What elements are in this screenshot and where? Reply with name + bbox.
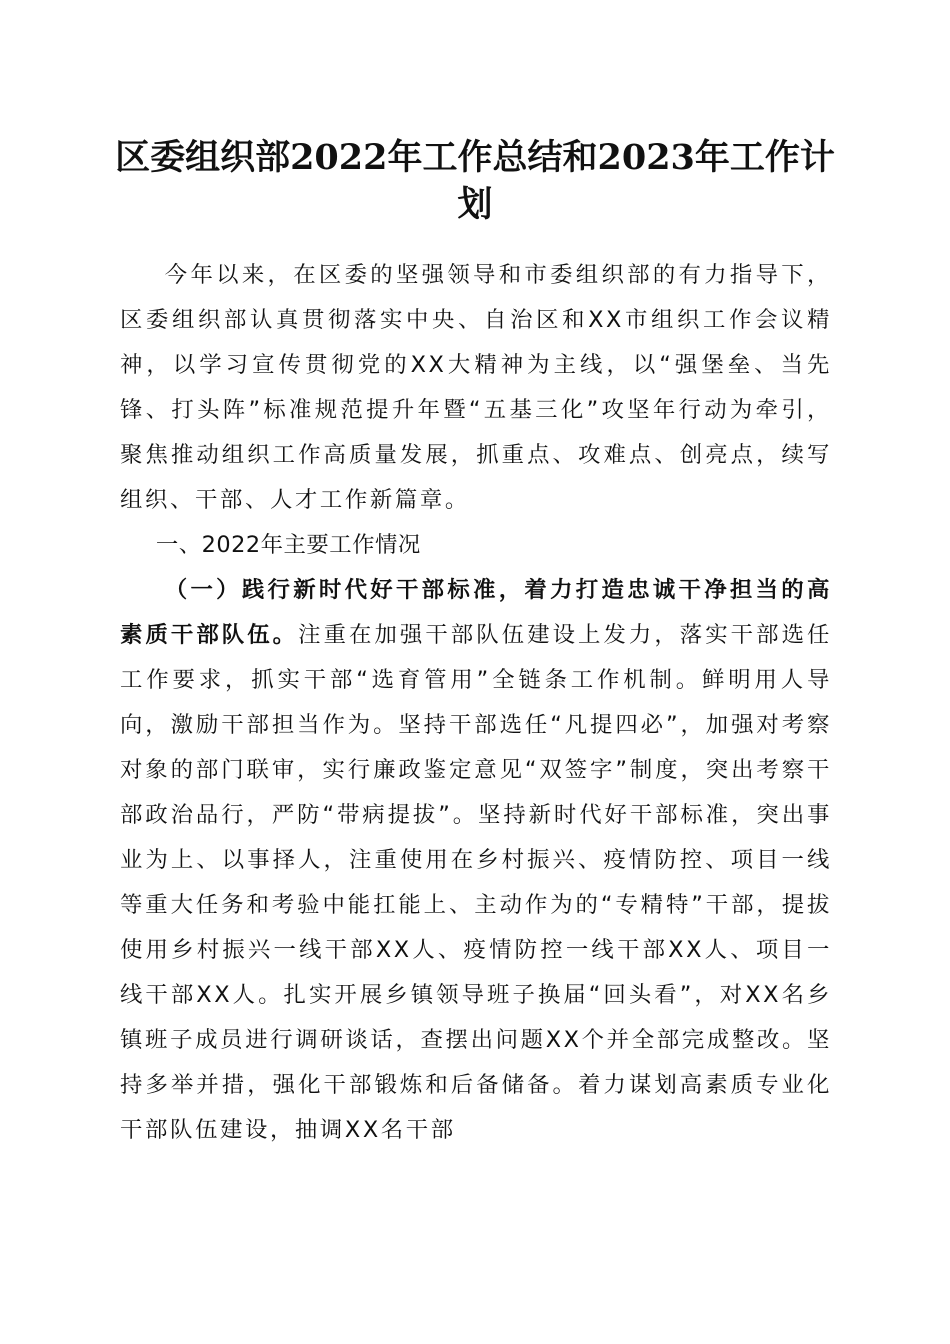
section-paragraph [120, 568, 832, 1153]
document-body [120, 253, 832, 1153]
section-heading: 一、2022年主要工作情况 [155, 532, 421, 558]
document-title: 区委组织部2022年工作总结和2023年工作计划 [115, 137, 835, 225]
paragraph-lead: （一）践行新时代好干部标准，着力打造忠诚干净担当的高素质干部队伍。 [120, 577, 832, 648]
intro-paragraph: 今年以来，在区委的坚强领导和市委组织部的有力指导下，区委组织部认真贯彻落实中央、自治区和XX市组织工作会议精神，以学习宣传贯彻党的XX大精神为主线，以“强堡垒、当先锋、打头阵”标准规范提升年暨“五基三化”攻坚年行动为牵引，聚焦推动组织工作高质量发展，抓重点、攻难点、创亮点，续写组织、干部、人才工作新篇章。 [120, 262, 832, 513]
paragraph-body: 注重在加强干部队伍建设上发力，落实干部选任工作要求，抓实干部“选育管用”全链条工作机制。鲜明用人导向，激励干部担当作为。坚持干部选任“凡提四必”，加强对考察对象的部门联审，实行廉政鉴定意见“双签字”制度，突出考察干部政治品行，严防“带病提拔”。坚持新时代好干部标准，突出事业为上、以事择人，注重使用在乡村振兴、疫情防控、项目一线等重大任务和考验中能扛能上、主动作为的“专精特”干部，提拔使用乡村振兴一线干部XX人、疫情防控一线干部XX人、项目一线干部XX人。扎实开展乡镇领导班子换届“回头看”，对XX名乡镇班子成员进行调研谈话，查摆出问题XX个并全部完成整改。坚持多举并措，强化干部锻炼和后备储备。着力谋划高素质专业化干部队伍建设，抽调XX名干部 [120, 622, 833, 1143]
